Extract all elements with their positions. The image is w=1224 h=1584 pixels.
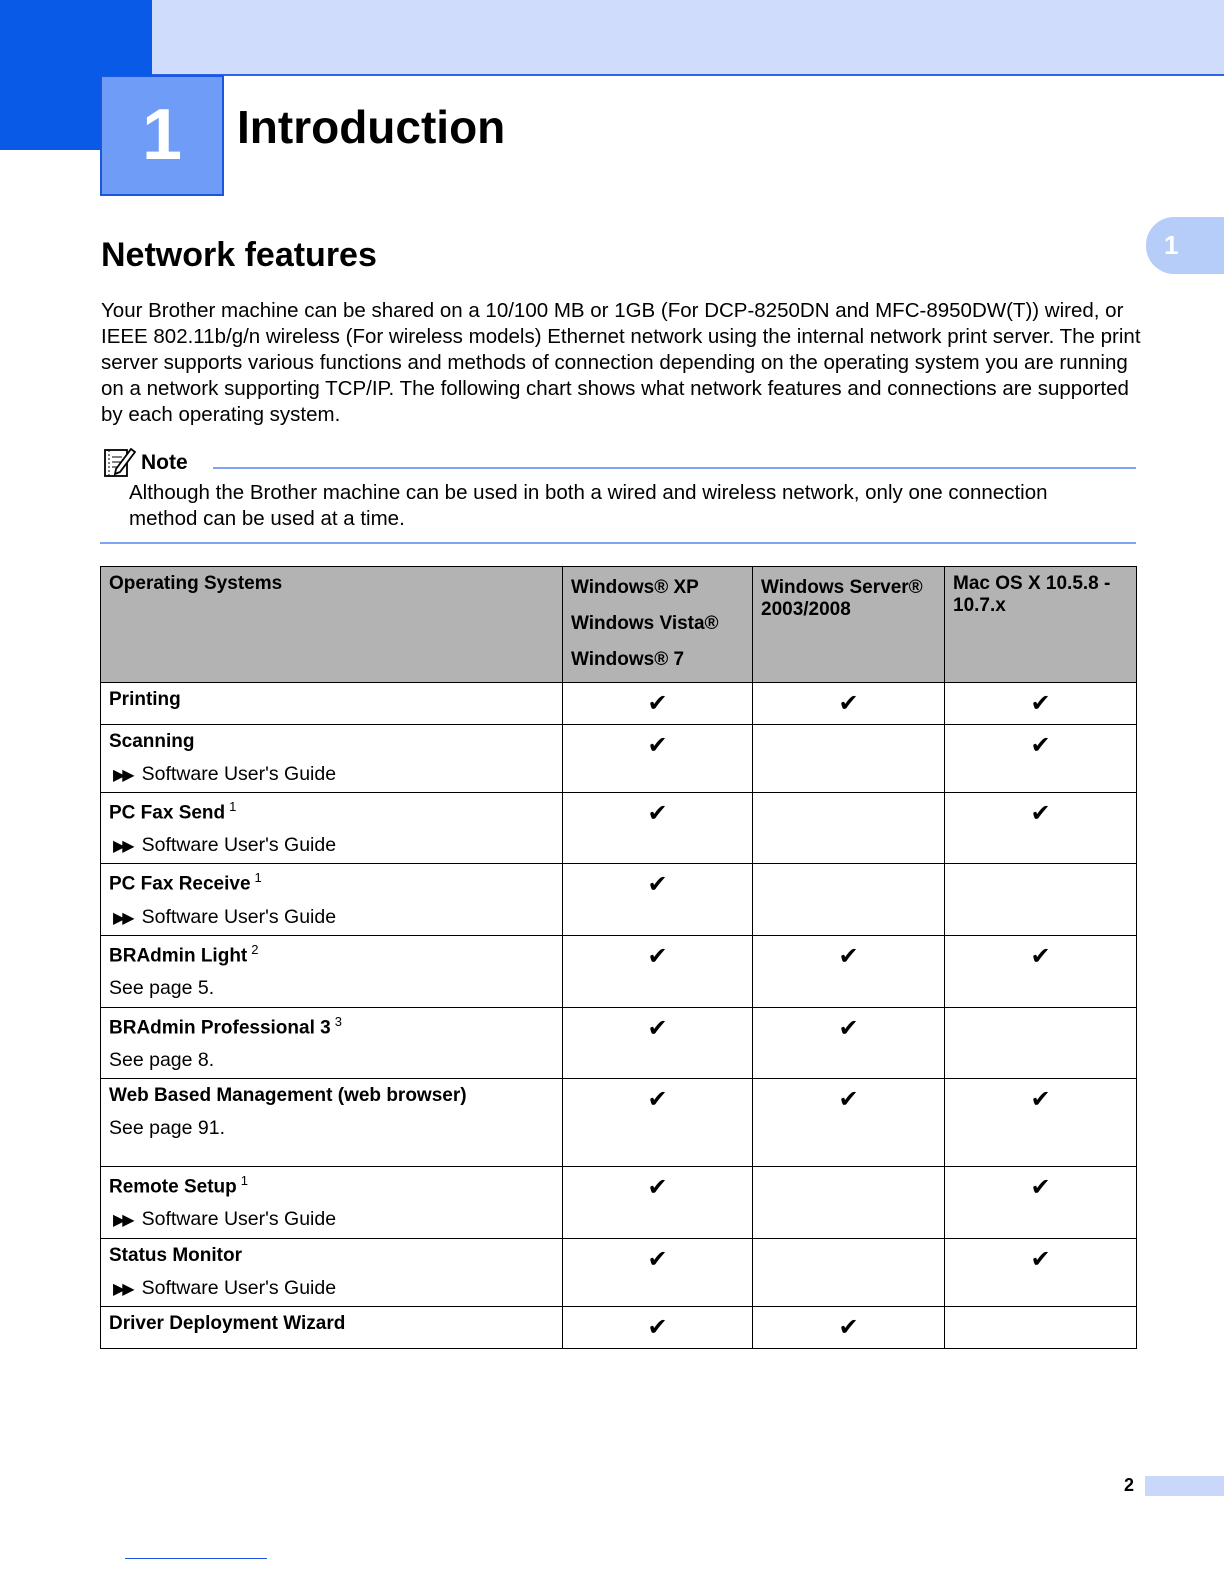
support-cell-windows	[563, 1306, 753, 1348]
check-icon: ✔	[647, 1245, 668, 1273]
support-cell-windows	[563, 935, 753, 1007]
check-icon: ✔	[647, 871, 668, 899]
feature-name: Status Monitor	[109, 1244, 242, 1266]
footnote-marker: 1	[254, 870, 262, 886]
support-cell-mac	[945, 793, 1137, 864]
feature-reference-text: Software User's Guide	[141, 1208, 337, 1231]
feature-cell	[101, 1238, 563, 1306]
note-bottom-rule	[100, 542, 1136, 544]
header-rule	[152, 74, 1224, 76]
page-number: 2	[1124, 1475, 1135, 1495]
feature-cell	[101, 935, 563, 1007]
header-win-vista: Windows Vista®	[571, 613, 719, 634]
check-icon: ✔	[838, 1313, 859, 1341]
header-server-line2: 2003/2008	[761, 599, 851, 620]
support-cell-windows	[563, 1078, 753, 1166]
chapter-title: Introduction	[237, 101, 506, 153]
feature-name: BRAdmin Professional 3	[109, 1016, 331, 1038]
check-icon: ✔	[647, 1014, 668, 1042]
section-title: Network features	[101, 236, 377, 274]
support-cell-windows-server	[753, 1306, 945, 1348]
double-arrow-icon: ▶▶	[113, 767, 132, 784]
check-icon: ✔	[838, 1085, 859, 1113]
feature-reference	[109, 977, 554, 1000]
feature-reference-text: Software User's Guide	[141, 763, 337, 785]
support-cell-windows-server	[753, 725, 945, 793]
support-cell-mac	[945, 864, 1137, 935]
support-cell-mac	[945, 1238, 1137, 1306]
note-text: Although the Brother machine can be used in both a wired and wireless network, only one connection method can be used at a time.	[129, 481, 1048, 530]
support-cell-mac	[945, 935, 1137, 1007]
support-cell-windows-server	[753, 683, 945, 725]
feature-reference	[109, 1117, 554, 1140]
feature-reference-text: See page 5.	[109, 976, 215, 999]
check-icon: ✔	[1030, 800, 1051, 827]
header-mac-line1: Mac OS X 10.5.8 -	[953, 573, 1111, 594]
check-icon: ✔	[838, 942, 859, 970]
feature-reference-text: See page 8.	[109, 1048, 215, 1071]
feature-cell	[101, 1306, 563, 1348]
feature-cell	[101, 793, 563, 864]
table-row	[101, 864, 1137, 935]
feature-reference	[109, 906, 554, 929]
support-cell-windows	[563, 1238, 753, 1306]
check-icon: ✔	[647, 1313, 668, 1341]
check-icon: ✔	[647, 690, 668, 717]
check-icon: ✔	[647, 732, 668, 759]
check-icon: ✔	[647, 1173, 668, 1201]
header-os-label: Operating Systems	[109, 573, 283, 594]
note-rule	[213, 467, 1136, 469]
network-features-table	[100, 566, 1137, 1349]
support-cell-mac	[945, 1007, 1137, 1078]
feature-name: PC Fax Receive	[109, 873, 251, 895]
support-cell-windows	[563, 725, 753, 793]
feature-reference-text: See page 91.	[109, 1116, 226, 1139]
table-row	[101, 1007, 1137, 1078]
support-cell-windows-server	[753, 1007, 945, 1078]
feature-name: PC Fax Send	[109, 802, 226, 824]
header-mac-line2: 10.7.x	[953, 595, 1006, 616]
header-win-7: Windows® 7	[571, 649, 685, 670]
support-cell-windows-server	[753, 864, 945, 935]
feature-reference	[109, 763, 554, 786]
check-icon: ✔	[647, 1085, 668, 1113]
header-server-line1: Windows Server®	[761, 577, 923, 598]
support-cell-windows-server	[753, 935, 945, 1007]
header-operating-systems	[101, 567, 563, 683]
page-number-bar	[1145, 1476, 1224, 1496]
footnote-marker: 3	[334, 1013, 342, 1029]
feature-cell	[101, 1007, 563, 1078]
support-cell-windows-server	[753, 1078, 945, 1166]
table-row	[101, 1078, 1137, 1166]
header-band	[0, 0, 1224, 75]
feature-reference	[109, 1049, 554, 1072]
check-icon: ✔	[838, 690, 859, 717]
support-cell-windows-server	[753, 1166, 945, 1238]
feature-name: Web Based Management (web browser)	[109, 1084, 467, 1106]
feature-name: Driver Deployment Wizard	[109, 1312, 346, 1334]
note-label: Note	[141, 451, 188, 474]
feature-cell	[101, 1166, 563, 1238]
double-arrow-icon: ▶▶	[113, 1212, 132, 1230]
chapter-number: 1	[100, 75, 224, 196]
feature-cell	[101, 1078, 563, 1166]
table-header-row	[101, 567, 1137, 683]
table-row	[101, 1238, 1137, 1306]
feature-cell	[101, 725, 563, 793]
table-row	[101, 683, 1137, 725]
footnote-marker: 2	[251, 941, 259, 957]
feature-name: Scanning	[109, 731, 195, 752]
check-icon: ✔	[647, 800, 668, 827]
support-cell-windows-server	[753, 793, 945, 864]
header-win-xp: Windows® XP	[571, 577, 699, 598]
support-cell-mac	[945, 1306, 1137, 1348]
intro-paragraph: Your Brother machine can be shared on a 10/100 MB or 1GB (For DCP-8250DN and MFC-8950DW(T)) wired, or IEEE 802.11b/g/n wireless (For wireless models) Ethernet network using the internal network print server. The print server supports various functions and methods of connection depending on the operating system you are running on a network supporting TCP/IP. The following chart shows what network features and connections are supported by each operating system.	[101, 299, 1141, 426]
check-icon: ✔	[1030, 1085, 1051, 1113]
support-cell-windows	[563, 1007, 753, 1078]
double-arrow-icon: ▶▶	[113, 909, 132, 927]
support-cell-windows	[563, 1166, 753, 1238]
feature-reference-text: Software User's Guide	[141, 834, 337, 857]
feature-reference-text: Software User's Guide	[141, 905, 337, 928]
note-pencil-icon	[102, 445, 136, 479]
check-icon: ✔	[1030, 690, 1051, 717]
support-cell-windows	[563, 864, 753, 935]
footer-rule	[125, 1558, 267, 1559]
footnote-marker: 1	[229, 799, 237, 814]
header-windows-server	[753, 567, 945, 683]
feature-name: BRAdmin Light	[109, 944, 248, 966]
support-cell-mac	[945, 1166, 1137, 1238]
double-arrow-icon: ▶▶	[113, 838, 132, 856]
feature-reference	[109, 1277, 554, 1300]
check-icon: ✔	[1030, 942, 1051, 970]
support-cell-mac	[945, 683, 1137, 725]
check-icon: ✔	[647, 942, 668, 970]
feature-cell	[101, 864, 563, 935]
support-cell-mac	[945, 1078, 1137, 1166]
support-cell-mac	[945, 725, 1137, 793]
feature-reference	[109, 834, 554, 857]
check-icon: ✔	[838, 1014, 859, 1042]
header-mac	[945, 567, 1137, 683]
feature-cell	[101, 683, 563, 725]
table-row	[101, 725, 1137, 793]
table-row	[101, 935, 1137, 1007]
double-arrow-icon: ▶▶	[113, 1280, 132, 1298]
table-row	[101, 1166, 1137, 1238]
chapter-side-tab: 1	[1146, 217, 1224, 274]
footnote-marker: 1	[240, 1172, 248, 1188]
header-windows	[563, 567, 753, 683]
support-cell-windows	[563, 683, 753, 725]
support-cell-windows-server	[753, 1238, 945, 1306]
feature-reference	[109, 1208, 554, 1231]
check-icon: ✔	[1030, 1173, 1051, 1201]
check-icon: ✔	[1030, 1245, 1051, 1273]
table-row	[101, 1306, 1137, 1348]
feature-reference-text: Software User's Guide	[141, 1276, 337, 1299]
support-cell-windows	[563, 793, 753, 864]
feature-name: Remote Setup	[109, 1176, 237, 1198]
check-icon: ✔	[1030, 732, 1051, 759]
table-row	[101, 793, 1137, 864]
feature-name: Printing	[109, 689, 181, 710]
